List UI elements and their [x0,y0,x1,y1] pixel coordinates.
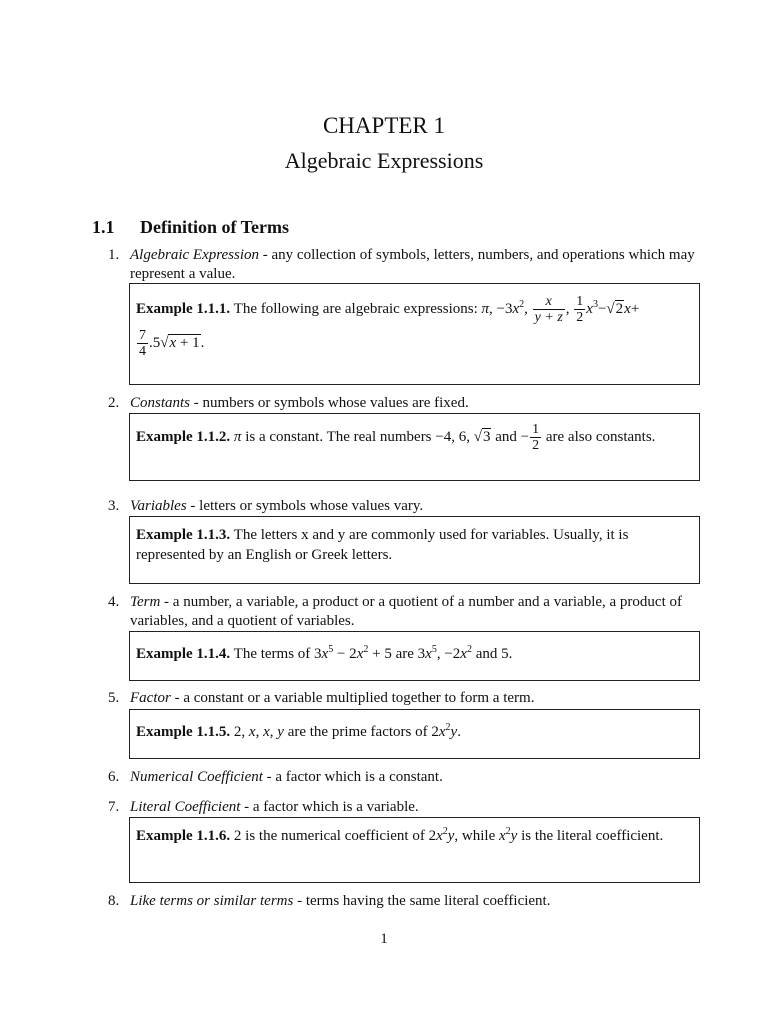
term: Factor [130,690,171,706]
chapter-title: Algebraic Expressions [284,148,484,173]
example-label: Example 1.1.3. [136,527,231,543]
list-item: 6. Numerical Coefficient - a factor which is a constant. [108,769,443,785]
example-box: Example 1.1.1. The following are algebraic expressions: π, $-3x^2$, $\frac{x}{y + z}$ , $\frac{1}{2}$ $x^3-√2x+$ $\frac{7}{4}$ .5√x + 1. [129,283,700,385]
chapter-heading: CHAPTER 1 [322,113,446,138]
term: Term [130,594,161,610]
list-item: 1. Algebraic Expression - any collection of symbols, letters, numbers, and operations which may represent a value. [108,247,695,282]
term: Literal Coefficient [130,799,241,815]
example-label: Example 1.1.5. [136,724,231,740]
list-item: 7. Literal Coefficient - a factor which is a variable. [108,799,419,815]
list-item: 3. Variables - letters or symbols whose values vary. [108,498,424,514]
example-label: Example 1.1.4. [136,646,231,662]
list-item: 8. Like terms or similar terms - terms having the same literal coefficient. [108,893,551,909]
list-item: 4. Term - a number, a variable, a product or a quotient of a number and a variable, a product of variables, and a quotient of variables. [108,594,682,629]
example-box: Example 1.1.2. π is a constant. The real numbers −4, 6, √3 and − $\frac{1}{2}$ are also constants. [129,413,700,481]
term: Constants [130,395,191,411]
section-title: Definition of Terms [140,217,290,237]
example-box: Example 1.1.4. The terms of $3x^5 - 2x^2 + 5$ are $3x^5$, $-2x^2$ and 5. [129,631,700,681]
example-box: Example 1.1.5. 2, x, x, y are the prime factors of $2x^2y$. [129,709,700,759]
term: Algebraic Expression [130,247,260,263]
term: Like terms or similar terms [130,893,294,909]
list-item: 5. Factor - a constant or a variable multiplied together to form a term. [108,690,535,706]
example-label: Example 1.1.1. [136,301,231,317]
section-heading [92,215,289,239]
example-label: Example 1.1.2. [136,429,231,445]
list-item: 2. Constants - numbers or symbols whose values are fixed. [108,395,469,411]
section-number: 1.1 [92,217,115,237]
term: Variables [130,498,187,514]
term: Numerical Coefficient [130,769,263,785]
example-box: Example 1.1.3. The letters x and y are commonly used for variables. Usually, it is represented by an English or Greek letters. [129,516,700,584]
example-label: Example 1.1.6. [136,828,231,844]
example-box: Example 1.1.6. 2 is the numerical coefficient of $2x^2y$, while $x^2y$ is the literal coefficient. [129,817,700,883]
page-number: 1 [380,931,388,947]
